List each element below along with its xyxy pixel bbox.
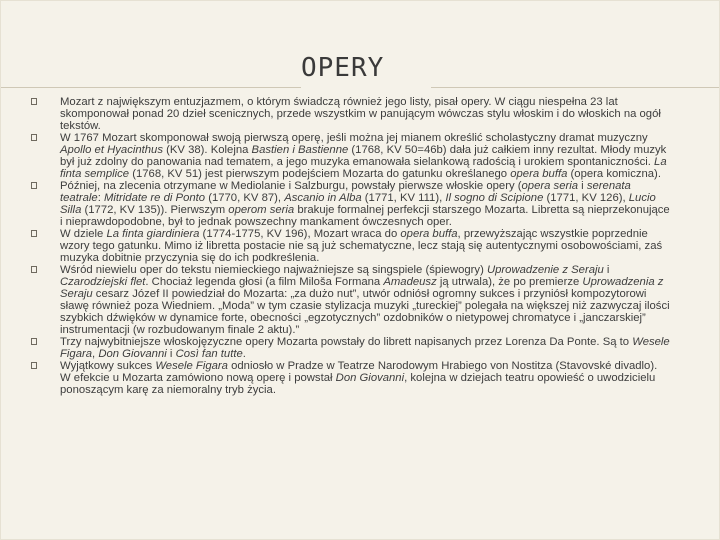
italic-title-text: Czarodziejski flet xyxy=(60,276,146,288)
list-item xyxy=(31,96,671,132)
bullet-list xyxy=(31,96,671,396)
italic-title-text: opera seria xyxy=(521,180,579,192)
paragraph-text: Trzy najwybitniejsze włoskojęzyczne opery Mozarta powstały do librett napisanych przez Lorenza Da Ponte. Są to xyxy=(60,336,633,348)
paragraph-text: , przewyższając wszystkie poprzednie wzory tego gatunku. Mimo iż libretta postacie nie są już schematyczne, lecz stają się autentycznymi osobowościami, zaś muzyka dobitnie przyczynia się do ich podkreślenia. xyxy=(60,228,663,264)
paragraph-text: W 1767 Mozart skomponował swoją pierwszą operę, jeśli można jej mianem określić scholastyczny dramat muzyczny xyxy=(60,132,648,144)
italic-title-text: Uprowadzenia z Seraju xyxy=(60,276,664,300)
paragraph-text: . Chociaż legenda głosi (a film Miloša Formana xyxy=(145,276,384,288)
paragraph-text: (1771, KV 126), xyxy=(543,192,629,204)
italic-title-text: Ascanio in Alba xyxy=(284,192,362,204)
paragraph-text: (1772, KV 135)). Pierwszym xyxy=(81,204,229,216)
list-item xyxy=(31,360,671,396)
paragraph-text: brakuje formalnej perfekcji starszego Mozarta. Libretta są nieprzekonujące i nieprawdopodobne, był to jednak powszechny mankament ówczesnych oper. xyxy=(60,204,670,228)
italic-title-text: La finta giardiniera xyxy=(106,228,200,240)
paragraph-text: (opera komiczna). xyxy=(567,168,661,180)
paragraph-text: (1768, KV 50=46b) dała już całkiem inny rezultat. Młody muzyk był już zdolny do panowania nad tematem, a jego muzyka emanowała sielankową radością i urokiem spontaniczności. xyxy=(60,144,667,168)
list-item xyxy=(31,336,671,360)
italic-title-text: La finta semplice xyxy=(60,156,667,180)
paragraph-text: , kolejna w dziejach teatru opowieść o uwodzicielu ponoszącym karę za niemoralny tryb życia. xyxy=(60,372,656,396)
title-rule-left xyxy=(1,87,301,88)
italic-title-text: Mitridate re di Ponto xyxy=(103,192,206,204)
italic-title-text: Don Giovanni xyxy=(335,372,405,384)
list-item xyxy=(31,180,671,228)
italic-title-text: Il sogno di Scipione xyxy=(445,192,544,204)
paragraph-text: cesarz Józef II powiedział do Mozarta: „za dużo nut”, utwór odniósł ogromny sukces i przyniósł kompozytorowi sławę również poza Wiedniem. „Moda” w tym czasie stylizacja muzyki „tureckiej” polegała na większej niż zazwyczaj ilości szybkich dźwięków w dynamice forte, obecności „egzotycznych” ozdobników o nietypowej chromatyce i „janczarskiej” instrumentacji (w rozbudowanym finale 2 aktu).” xyxy=(60,288,670,336)
paragraph-text: odniosło w Pradze w Teatrze Narodowym Hrabiego von Nostitza (Stavovské divadlo). W efekcie u Mozarta zamówiono nową operę i powstał xyxy=(60,360,658,384)
paragraph-text: . xyxy=(242,348,246,360)
paragraph-text: W dziele xyxy=(60,228,107,240)
paragraph-text: (1770, KV 87), xyxy=(205,192,285,204)
paragraph-text: i xyxy=(166,348,176,360)
title-rule-right xyxy=(431,87,719,88)
italic-title-text: Apollo et Hyacinthus xyxy=(60,144,163,156)
list-item xyxy=(31,228,671,264)
italic-title-text: Wesele Figara xyxy=(155,360,228,372)
italic-title-text: Don Giovanni xyxy=(98,348,167,360)
italic-title-text: opera buffa xyxy=(510,168,568,180)
square-bullet-icon xyxy=(31,338,37,345)
paragraph-text: , xyxy=(92,348,99,360)
italic-title-text: Wesele Figara xyxy=(60,336,670,360)
square-bullet-icon xyxy=(31,266,37,273)
paragraph-text: (1774-1775, KV 196), Mozart wraca do xyxy=(199,228,401,240)
paragraph-text: Mozart z największym entuzjazmem, o którym świadczą również jego listy, pisał opery. W ciągu niespełna 23 lat skomponował ponad 20 dzieł scenicznych, przede wszystkim w panującym wówczas stylu włoskim i do włoskich na ogół tekstów. xyxy=(60,96,661,132)
italic-title-text: Amadeusz xyxy=(383,276,437,288)
list-item xyxy=(31,264,671,336)
italic-title-text: Uprowadzenie z Seraju xyxy=(486,264,604,276)
paragraph-text: (1768, KV 51) jest pierwszym podejściem Mozarta do gatunku określanego xyxy=(129,168,511,180)
paragraph-text: i xyxy=(578,180,587,192)
italic-title-text: operom seria xyxy=(228,204,295,216)
italic-title-text: serenata teatrale xyxy=(60,180,631,204)
square-bullet-icon xyxy=(31,98,37,105)
square-bullet-icon xyxy=(31,230,37,237)
italic-title-text: Lucio Silla xyxy=(60,192,656,216)
paragraph-text: (1771, KV 111), xyxy=(361,192,446,204)
square-bullet-icon xyxy=(31,134,37,141)
square-bullet-icon xyxy=(31,362,37,369)
paragraph-text: : xyxy=(97,192,104,204)
paragraph-text: (KV 38). Kolejna xyxy=(163,144,252,156)
paragraph-text: Wśród niewielu oper do tekstu niemieckiego najważniejsze są singspiele (śpiewogry) xyxy=(60,264,487,276)
italic-title-text: Bastien i Bastienne xyxy=(251,144,349,156)
italic-title-text: opera buffa xyxy=(400,228,458,240)
paragraph-text: Później, na zlecenia otrzymane w Mediolanie i Salzburgu, powstały pierwsze włoskie opery ( xyxy=(60,180,522,192)
title-area xyxy=(1,53,719,87)
page-title: OPERY xyxy=(301,53,385,83)
paragraph-text: Wyjątkowy sukces xyxy=(60,360,156,372)
paragraph-text: ją utrwala), że po premierze xyxy=(436,276,583,288)
square-bullet-icon xyxy=(31,182,37,189)
list-item xyxy=(31,132,671,180)
italic-title-text: Così fan tutte xyxy=(175,348,243,360)
paragraph-text: i xyxy=(603,264,610,276)
